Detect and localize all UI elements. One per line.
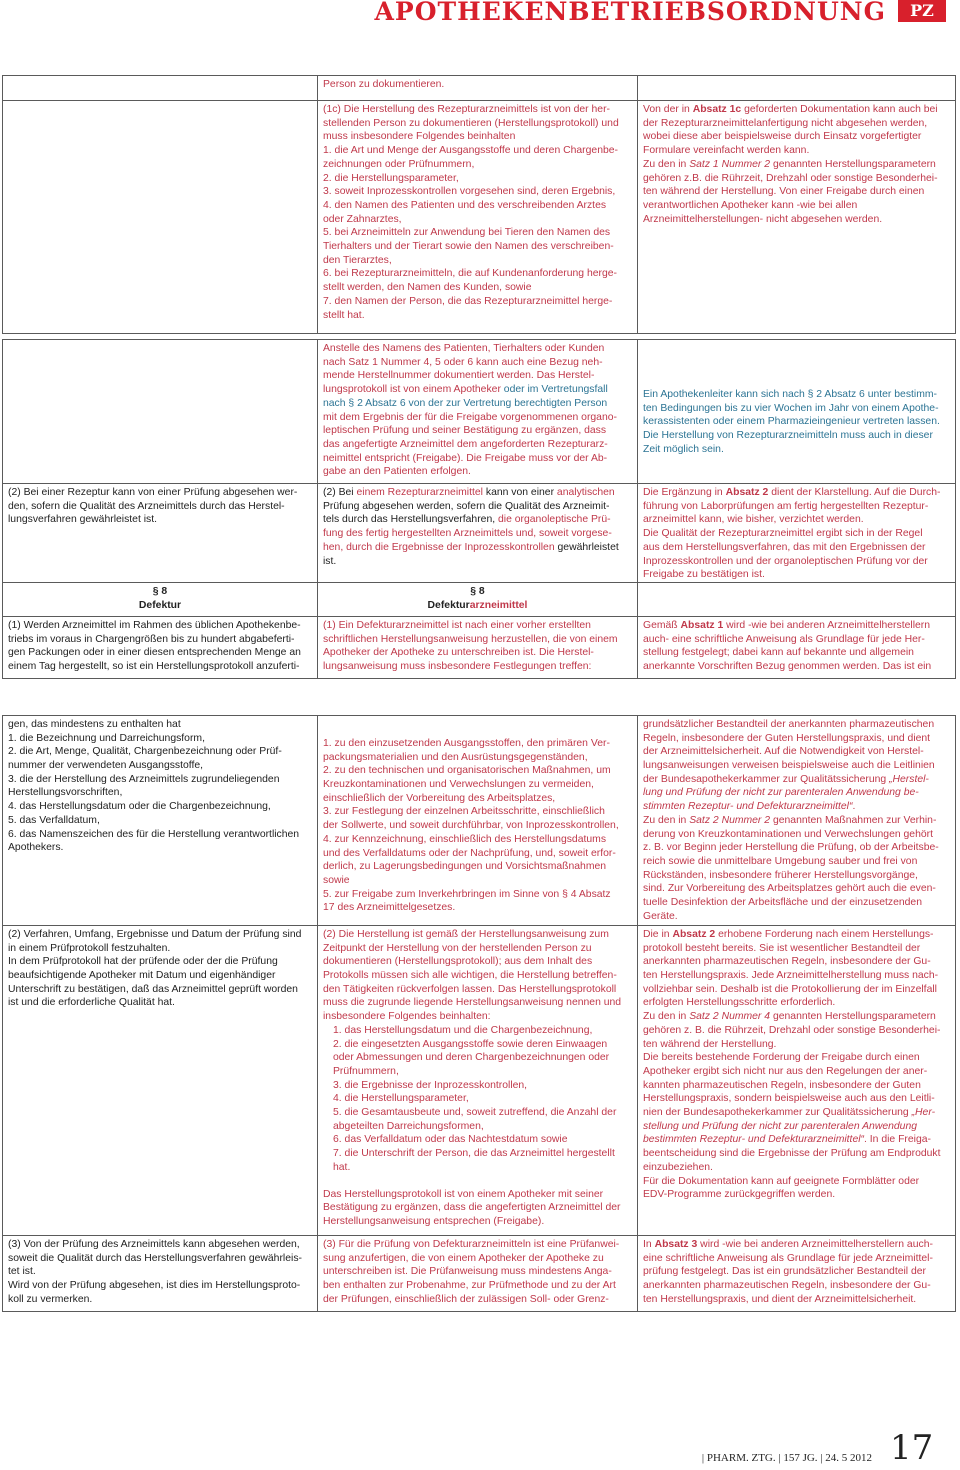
text-segment: wird -wie bei anderen Arzneimittelherstellern auch- eine schriftliche Anweisung als Grundlage für jede Arzneimittel- prüfung festgelegt. Das ist ein grundsätzlicher Bestandteil der anerkannten pharmazeutischen Regeln, insbesondere der Gu- ten Herstellungspraxis, und dient der Arzneimittelsicherheit.: [643, 1238, 933, 1305]
text-segment: Prüfung abgesehen werden, sofern die Qualität des Arzneimit- tels durch das Herstellungsverfahren,: [323, 500, 610, 526]
text-segment: „Her- stellung und Prüfung der nicht zur parenteralen Anwendung bestimmten Rezeptur- und Defekturarzneimittel“: [643, 1107, 936, 1146]
paragraph: [643, 388, 950, 457]
current-law-cell: [3, 101, 318, 334]
paragraph: [643, 486, 950, 582]
commentary-cell: [638, 582, 956, 616]
text-segment: (2) Bei einer Rezeptur kann von einer Prüfung abgesehen wer- den, sofern die Qualität des Arzneimittels durch das Herstel- lungsverfahren gewährleistet ist.: [8, 487, 298, 526]
text-segment: gen, das mindestens zu enthalten hat 1. die Bezeichnung und Darreichungsform, 2. die Art, Menge, Qualität, Chargenbezeichnung oder Prüf- nummer der verwendeten Ausgangsstoffe, 3. die der Herstellung des Arzneimittels zugrundeliegenden Herstellungsvorschriften, 4. das Herstellungsdatum oder die Chargenbezeichnung, 5. das Verfalldatum, 6. das Namenszeichen des für die Herstellung verantwortlichen Apothekers.: [8, 718, 300, 854]
commentary-cell: [638, 925, 956, 1235]
text-segment: Satz 2 Nummer 2: [689, 814, 771, 826]
commentary-cell: [638, 1235, 956, 1311]
paragraph: [323, 486, 632, 568]
emphasis-text: Absatz 2: [725, 487, 769, 498]
comparison-table-2: [2, 339, 956, 679]
text-segment: Anstelle des Namens des Patienten, Tierhalters oder Kunden nach Satz 1 Nummer 4, 5 oder 6 kann auch eine Bezug neh- mende Herstellnummer dokumentiert werden. Das Herstel- lungsprotokoll ist von einem Apotheker: [323, 343, 605, 396]
current-law-cell: [3, 340, 318, 484]
new-law-cell: [318, 484, 638, 583]
table-row: [3, 484, 956, 583]
paragraph: [323, 1238, 632, 1307]
text-segment: erhobene Forderung nach einem Herstellungs- protokoll besteht bereits. Sie ist wesentlicher Bestandteil der anerkannten pharmazeutischen Regeln, insbesondere der Gu- ten Herstellungspraxis. Jede Arzneimittelherstellung muss nach- vollziehbar sein. Deshalb ist die Protokollierung der im Einzelfall erfolgten Herstellungsschritte erforderlich. Zu den in: [643, 928, 939, 1023]
text-segment: genannten Herstellungsparametern gehören z.B. die Rührzeit, Drehzahl oder sonstige Besonderhei- ten während der Herstellung. Von einer Freigabe durch einen verantwortlichen Apotheker kann -wie bei allen Arzneimittelherstellungen- nicht abgesehen werden.: [643, 158, 938, 225]
paragraph: [323, 585, 632, 612]
text-segment: oder im Vertretungsfall nach § 2 Absatz 6 von der zur Vertretung berechtigten Person: [323, 384, 608, 409]
current-law-cell: [3, 715, 318, 925]
new-law-cell: [318, 101, 638, 334]
current-law-cell: [3, 76, 318, 101]
commentary-cell: [638, 616, 956, 678]
commentary-cell: [638, 340, 956, 484]
text-segment: (1) Ein Defekturarzneimittel ist nach einer vorher erstellten schriftlichen Herstellungsanweisung herzustellen, die von einem Apotheker der Apotheke zu unterschreiben ist. Die Herstel- lungsanweisung muss insbesondere Festlegungen treffen:: [323, 619, 618, 673]
text-segment: die organoleptische Prü- fung des fertig hergestellten Arzneimittels und, soweit vorgese- hen, durch die Ergebnisse der Inprozesskontrollen: [323, 514, 612, 553]
table-row: [3, 925, 956, 1235]
commentary-cell: [638, 76, 956, 101]
current-law-cell: [3, 484, 318, 583]
comparison-table-1: [2, 75, 956, 334]
table-row: [3, 76, 956, 101]
text-segment: Satz 1 Nummer 2: [689, 158, 771, 170]
emphasis-text: § 8 Defektur: [427, 585, 485, 611]
section-heading-row: [3, 582, 956, 616]
text-segment: grundsätzlicher Bestandteil der anerkannten pharmazeutischen Regeln, insbesondere der Guten Herstellungspraxis, und dient der Arzneimittelsicherheit. Auf die Notwendigkeit von Herstel- lungsanweisungen verweisen beispielsweise auch die Leitlinien der Bundesapothekerkammer zur Qualitätssicherung: [643, 718, 935, 785]
text-segment: (1) Werden Arzneimittel im Rahmen des üblichen Apothekenbe- triebs im voraus in Chargengrößen bis zu hundert abgabeferti- gen Packungen oder in einer diesen entsprechenden Menge an einem Tag hergestellt, so ist ein Herstellungsprotokoll anzuferti-: [8, 619, 301, 673]
commentary-cell: [638, 101, 956, 334]
section-heading-new: [318, 582, 638, 616]
paragraph: [323, 737, 632, 915]
current-law-cell: [3, 925, 318, 1235]
emphasis-text: Absatz 1c: [692, 104, 742, 115]
emphasis-text: Absatz 2: [672, 928, 716, 940]
paragraph: [8, 619, 312, 674]
paragraph: [323, 78, 632, 92]
text-segment: Gemäß: [643, 619, 681, 631]
paragraph: [643, 718, 950, 924]
paragraph: [323, 1024, 632, 1175]
emphasis-text: Absatz 3: [654, 1238, 698, 1250]
text-segment: geforderten Dokumentation kann auch bei der Rezepturarzneimittelanfertigung nicht abgesehen werden, wobei diese aber beispielsweise durch Einsatz vorgefertigter Formulare vereinfacht werden kann. Zu den in: [643, 104, 938, 170]
text-segment: dient der Klarstellung. Auf die Durch- führung von Laborprüfungen am fertig hergestellten Rezeptur- arzneimittel kann, wie bisher, verzichtet werden. Die Qualität der Rezepturarzneimittel ergibt sich in der Regel aus dem Herstellungsverfahren, das mit den Ergebnissen der Inprozesskontrollen und der organoleptischen Prüfung vor der Freigabe zu bestätigen ist.: [643, 487, 941, 581]
paragraph: [323, 928, 632, 1024]
text-segment: „Herstel- lung und Prüfung der nicht zur parenteralen Anwendung be- stimmten Rezeptur- und Defekturarzneimittel“: [643, 773, 929, 813]
text-segment: kann von einer: [482, 487, 557, 498]
text-segment: Von der in: [643, 104, 693, 115]
text-segment: (1c) Die Herstellung des Rezepturarzneimittels ist von der her- stellenden Person zu dokumentieren (Herstellungsprotokoll) und muss insbesondere Folgendes beinhalten 1. die Art und Menge der Ausgangsstoffe und deren Chargenbe- zeichnungen oder Prüfnummern, 2. die Herstellungsparameter, 3. soweit Inprozesskontrollen vorgesehen sind, deren Ergebnis, 4. den Namen des Patienten und des verschreibenden Arztes oder Zahnarztes, 5. bei Arzneimitteln zur Anwendung bei Tieren den Namen des Tierhalters und der Tierart sowie den Namen des verschreiben- den Tierarztes, 6. bei Rezepturarzneimitteln, die auf Kundenanforderung herge- stellt werden, den Namen des Kunden, sowie 7. den Namen der Person, die das Rezepturarzneimittel herge- stellt hat.: [323, 104, 619, 321]
text-segment: Das Herstellungsprotokoll ist von einem Apotheker mit seiner Bestätigung zu ergänzen, dass die angefertigten Arzneimittel der Herstellungsanweisung entsprechen (Freigabe).: [323, 1188, 621, 1227]
section-title: APOTHEKENBETRIEBSORDNUNG: [374, 0, 886, 26]
emphasis-text: arzneimittel: [469, 599, 528, 611]
text-segment: (2) Die Herstellung ist gemäß der Herstellungsanweisung zum Zeitpunkt der Herstellung von der herstellenden Person zu dokumentieren (Herstellungsprotokoll); aus dem Inhalt des Protokolls müssen sich alle wichtigen, die Herstellung betreffen- den Tätigkeiten rückverfolgen lassen. Das Herstellungsprotokoll muss die zugrunde liegende Herstellungsanweisung nennen und insbesondere Folgendes beinhalten:: [323, 928, 622, 1023]
new-law-cell: [318, 1235, 638, 1311]
new-law-cell: [318, 76, 638, 101]
text-segment: genannten Herstellungsparametern gehören z. B. die Rührzeit, Drehzahl oder sonstige Besonderhei- ten während der Herstellung. Die bereits bestehende Forderung der Freigabe durch einen Apotheker ergibt sich nicht nur aus den Regelungen der aner- kannten pharmazeutischen Regeln, insbesondere der Guten Herstellungspraxis, sondern beispielsweise auch aus den Leitli- nien der Bundesapothekerkammer zur Qualitätssicherung: [643, 1011, 941, 1119]
paragraph: [8, 486, 312, 527]
text-segment: wird -wie bei anderen Arzneimittelherstellern auch- eine schriftliche Anweisung als Grundlage für jede Her- stellung festgelegt; dabei kann auf bekannte und allgemein anerkannte Vorschriften Bezug genommen werden. Das ist ein: [643, 619, 932, 673]
table-row: [3, 101, 956, 334]
paragraph: [323, 103, 632, 322]
text-segment: (2) Bei: [323, 487, 357, 498]
emphasis-text: § 8 Defektur: [138, 585, 182, 611]
text-segment: . Zu den in: [643, 801, 856, 826]
comparison-table-3: [2, 715, 956, 1312]
paragraph: [8, 928, 312, 1010]
text-segment: analytischen: [556, 487, 615, 498]
text-segment: Die in: [643, 928, 673, 940]
paragraph: [323, 342, 632, 479]
paragraph: [8, 585, 312, 612]
section-heading-current: [3, 582, 318, 616]
emphasis-text: Absatz 1: [680, 619, 724, 631]
paragraph: [643, 1238, 950, 1307]
table-row: [3, 1235, 956, 1311]
paragraph: [8, 1238, 312, 1307]
current-law-cell: [3, 1235, 318, 1311]
text-segment: In: [643, 1238, 655, 1250]
new-law-cell: [318, 715, 638, 925]
text-segment: 1. zu den einzusetzenden Ausgangsstoffen, den primären Ver- packungsmaterialien und den Ausrüstungsgegenständen, 2. zu den technischen und organisatorischen Maßnahmen, um Kreuzkontaminationen und Verwechslungen zu vermeiden, einschließlich der Vorbereitung des Arbeitsplatzes, 3. zur Festlegung der einzelnen Arbeitsschritte, einschließlich der Sollwerte, und soweit durchführbar, von Inprozesskontrollen, 4. zur Kennzeichnung, einschließlich des Herstellungsdatums und des Verfalldatums oder der Nachprüfung, und, soweit erfor- derlich, zu Lagerungsbedingungen und Vorsichtsmaßnahmen sowie 5. zur Freigabe zum Inverkehrbringen im Sinne von § 4 Absatz 17 des Arzneimittelgesetzes.: [323, 737, 619, 914]
text-segment: . In die Freiga- beentscheidung sind die Ergebnisse der Prüfung am Endprodukt einzubeziehen. Für die Dokumentation kann auf geeignete Formblätter oder EDV-Programme zurückgegriffen werden.: [643, 1134, 941, 1201]
text-segment: gewährleistet ist.: [323, 541, 619, 567]
current-law-cell: [3, 616, 318, 678]
new-law-cell: [318, 616, 638, 678]
text-segment: mit dem Ergebnis der für die Freigabe vorgenommenen organo- leptischen Prüfung und seiner Bestätigung zu ergänzen, dass das angefertigte Arzneimittel dem angeforderten Rezepturarz- neimittel entspricht (Freigabe). Die Freigabe muss vor der Ab- gabe an den Patienten erfolgen.: [323, 411, 617, 478]
journal-citation: | PHARM. ZTG. | 157 JG. | 24. 5 2012: [701, 1452, 872, 1464]
text-segment: Ein Apothekenleiter kann sich nach § 2 Absatz 6 unter bestimm- ten Bedingungen bis zu vier Wochen im Jahr von einem Apothe- kerassistenten oder einem Pharmazieingenieur vertreten lassen. Die Herstellung von Rezepturarzneimitteln muss auch in dieser Zeit möglich sein.: [643, 389, 940, 455]
text-segment: 1. das Herstellungsdatum und die Chargenbezeichnung, 2. die eingesetzten Ausgangsstoffe sowie deren Einwaagen oder Abmessungen und deren Chargenbezeichnungen oder Prüfnummern, 3. die Ergebnisse der Inprozesskontrollen, 4. die Herstellungsparameter, 5. die Gesamtausbeute und, soweit zutreffend, die Anzahl der abgeteilten Darreichungsformen, 6. das Verfalldatum oder das Nachtestdatum sowie 7. die Unterschrift der Person, die das Arzneimittel hergestellt hat.: [333, 1024, 617, 1173]
text-segment: (3) Von der Prüfung des Arzneimittels kann abgesehen werden, soweit die Qualität durch das Herstellungsverfahren gewährleis- tet ist. Wird von der Prüfung abgesehen, ist dies im Herstellungsproto- koll zu vermerken.: [8, 1238, 302, 1305]
text-segment: (2) Verfahren, Umfang, Ergebnisse und Datum der Prüfung sind in einem Prüfprotokoll festzuhalten. In dem Prüfprotokoll hat der prüfende oder der die Prüfung beaufsichtigende Apotheker mit Datum und eigenhändiger Unterschrift zu bestätigen, daß das Arzneimittel geprüft worden ist und die erforderliche Qualität hat.: [8, 928, 302, 1009]
paragraph: [643, 619, 950, 674]
paragraph: [8, 718, 312, 855]
text-segment: einem Rezepturarzneimittel: [356, 487, 483, 498]
pz-logo: PZ: [898, 0, 946, 22]
new-law-cell: [318, 340, 638, 484]
new-law-cell: [318, 925, 638, 1235]
commentary-cell: [638, 484, 956, 583]
commentary-cell: [638, 715, 956, 925]
table-row: [3, 715, 956, 925]
table-row: [3, 616, 956, 678]
text-segment: Satz 2 Nummer 4: [689, 1011, 771, 1023]
paragraph: [323, 1188, 632, 1229]
text-segment: (3) Für die Prüfung von Defekturarzneimitteln ist eine Prüfanwei- sung anzufertigen, die von einem Apotheker der Apotheke zu unterschreiben ist. Die Prüfanweisung muss mindestens Anga- ben enthalten zur Probenahme, zur Prüfmethode und zu der Art der Prüfungen, einschließlich der zulässigen Soll- oder Grenz-: [323, 1238, 620, 1305]
document-body: [2, 75, 955, 1312]
page-number: 17: [890, 1428, 934, 1468]
text-segment: Die Ergänzung in: [643, 487, 726, 498]
paragraph: [643, 103, 950, 226]
text-segment: Person zu dokumentieren.: [323, 79, 445, 90]
paragraph: [643, 928, 950, 1202]
text-segment: genannten Maßnahmen zur Verhin- derung von Kreuzkontaminationen und Verwechslungen gehört z. B. vor Beginn jeder Herstellung die Prüfung, ob der Arbeitsbe- reich sowie die unmittelbare Umgebung sauber und frei von Rückständen, insbesondere früherer Herstellungsvorgänge, sind. Zur Vorbereitung des Arbeitsplatzes gehört auch die even- tuelle Desinfektion der Arbeitsfläche und der einzusetzenden Geräte.: [643, 814, 939, 922]
paragraph: [323, 619, 632, 674]
table-row: [3, 340, 956, 484]
